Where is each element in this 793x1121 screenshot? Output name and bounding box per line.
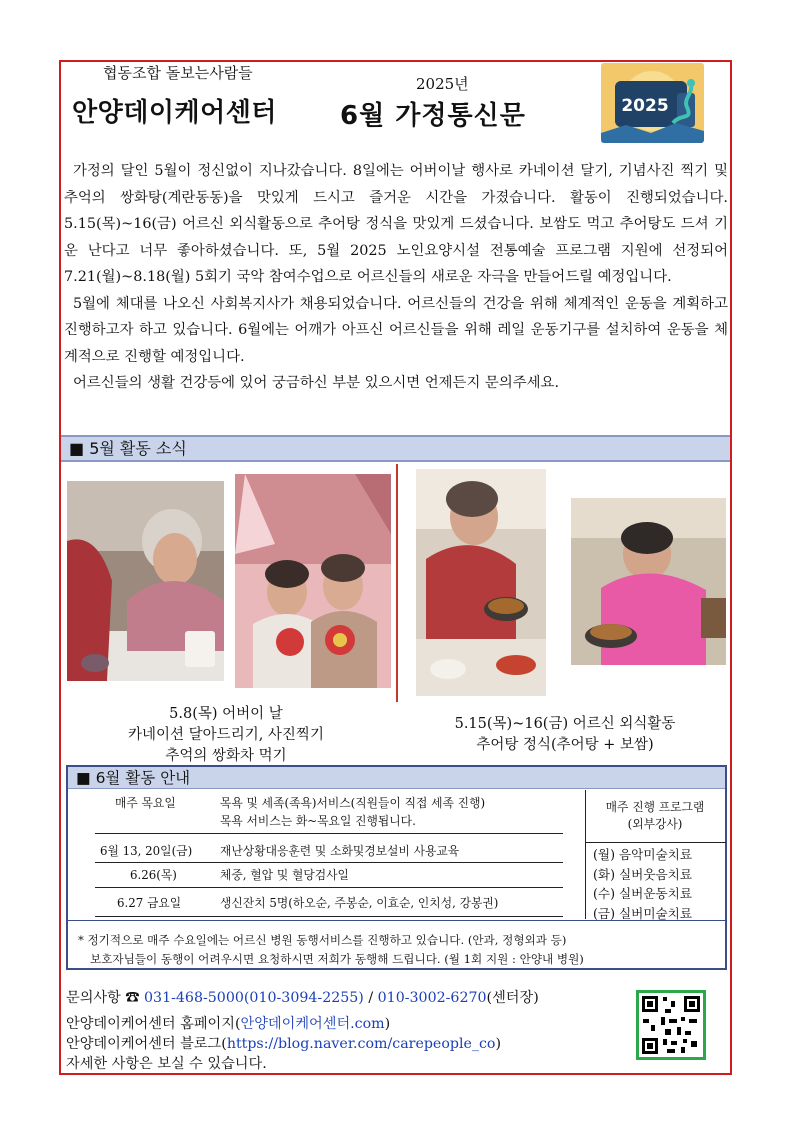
weekly-item-friday: (금) 실버미술치료 — [593, 905, 692, 921]
intro-paragraph-3: 어르신들의 생활 건강등에 있어 궁금하신 부분 있으시면 언제든지 문의주세요. — [73, 375, 560, 391]
plan-note-2: 보호자님들이 동행이 어려우시면 요청하시면 저희가 동행해 드립니다. (월 1회 지원 : 안양내 병원) — [90, 952, 584, 966]
june-plan-heading: ■ 6월 활동 안내 — [68, 767, 725, 789]
plan-divider-2 — [95, 862, 563, 863]
photo-tea-time — [67, 481, 224, 681]
photo-carnation-ladies — [235, 474, 391, 688]
homepage-line — [66, 1013, 390, 1033]
left-caption-line-3: 추억의 쌍화차 먹기 — [165, 748, 287, 764]
right-photo-caption — [420, 714, 710, 756]
center-name: 안양데이케어센터 — [72, 98, 277, 128]
contact-phone-director[interactable]: 010-3002-6270 — [377, 990, 487, 1006]
blog-link[interactable]: https://blog.naver.com/carepeople_co — [226, 1036, 496, 1052]
right-caption-line-2: 추어탕 정식(추어탕 + 보쌈) — [476, 737, 654, 753]
blog-prefix: 안양데이케어센터 블로그( — [66, 1036, 227, 1052]
plan-row-2-what: 재난상황대응훈련 및 소화및경보설비 사용교육 — [220, 844, 460, 858]
plan-divider-1 — [95, 833, 563, 834]
homepage-link[interactable]: 안양데이케어센터.com — [240, 1016, 385, 1032]
weekly-program-list-border — [585, 842, 586, 919]
weekly-title-line-2: (외부강사) — [627, 817, 683, 831]
may-news-heading: ■ 5월 활동 소식 — [61, 435, 730, 462]
qr-code[interactable] — [636, 990, 706, 1060]
homepage-suffix: ) — [384, 1016, 391, 1032]
photo-lunch-left — [416, 469, 546, 696]
plan-row-3-when: 6.26(목) — [130, 868, 177, 882]
organization-name: 협동조합 돌보는사람들 — [103, 64, 253, 82]
plan-row-4-what: 생신잔치 5명(하오순, 주봉순, 이효순, 인치성, 강봉권) — [220, 896, 499, 910]
blog-line — [66, 1033, 501, 1053]
left-caption-line-1: 5.8(목) 어버이 날 — [169, 706, 283, 722]
blog-suffix: ) — [495, 1036, 502, 1052]
plan-row-1-when: 매주 목요일 — [115, 796, 176, 810]
intro-paragraph-1: 가정의 달인 5월이 정신없이 지나갔습니다. 8일에는 어버이날 행사로 카네이션 달기, 기념사진 찍기 및 추억의 쌍화탕(계란동동)을 맛있게 드시고 즐거운 시간을 가졌습니다. 활동이 진행되었습니다. 5.15(목)~16(금) 어르신 외식활동으로 추어탕 정식을 맛있게 드셨습니다. 보쌈도 먹고 추어탕도 드셔 기운 난다고 너무 좋아하셨습니다. 또, 5월 2025 노인요양시설 전통예술 프로그램 지원에 선정되어 7.21(월)~8.18(월) 5회기 국악 참여수업으로 어르신들의 새로운 자극을 만들어드릴 예정입니다. — [64, 163, 728, 285]
plan-divider-4 — [95, 916, 563, 917]
weekly-item-monday: (월) 음악미술치료 — [593, 847, 692, 862]
weekly-item-tuesday: (화) 실버웃음치료 — [593, 866, 692, 882]
weekly-title-line-1: 매주 진행 프로그램 — [605, 800, 705, 814]
plan-row-4-when: 6.27 금요일 — [117, 896, 182, 910]
newsletter-year: 2025년 — [416, 75, 469, 93]
intro-text — [64, 158, 728, 397]
weekly-program-list — [593, 845, 692, 923]
plan-row-1-what-2: 목욕 서비스는 화~목요일 진행됩니다. — [220, 814, 416, 828]
plan-note-1: * 정기적으로 매주 수요일에는 어르신 병원 동행서비스를 진행하고 있습니다. (안과, 정형외과 등) — [78, 933, 567, 947]
homepage-prefix: 안양데이케어센터 홈페이지( — [66, 1016, 241, 1032]
plan-row-1-what-1: 목욕 및 세족(족욕)서비스(직원들이 직접 세족 진행) — [220, 796, 486, 810]
contact-phone-main[interactable]: 031-468-5000(010-3094-2255) — [144, 990, 364, 1006]
logo-year-text: 2025 — [621, 96, 669, 116]
newsletter-title: 6월 가정통신문 — [340, 101, 526, 131]
closing-text: 자세한 사항은 보실 수 있습니다. — [66, 1056, 267, 1072]
left-caption-line-2: 카네이션 달아드리기, 사진찍기 — [128, 727, 324, 743]
intro-paragraph-2: 5월에 체대를 나오신 사회복지사가 채용되었습니다. 어르신들의 건강을 위해 체계적인 운동을 계획하고 진행하고자 하고 있습니다. 6월에는 어깨가 아프신 어르신들을 위해 레일 운동기구를 설치하여 운동을 체계적으로 진행할 예정입니다. — [64, 295, 728, 365]
contact-director-suffix: (센터장) — [486, 990, 539, 1006]
plan-notes-divider — [68, 920, 725, 921]
contact-phone-line — [66, 987, 539, 1007]
right-caption-line-1: 5.15(목)~16(금) 어르신 외식활동 — [454, 716, 676, 732]
contact-label: 문의사항 ☎ — [66, 990, 145, 1006]
left-photo-caption — [86, 704, 366, 767]
plan-divider-3 — [95, 887, 563, 888]
year-2025-logo — [601, 63, 704, 143]
news-divider-line — [396, 464, 398, 702]
contact-separator: / — [363, 990, 378, 1006]
plan-row-3-what: 체중, 혈압 및 혈당검사일 — [220, 868, 349, 882]
photo-lunch-right — [571, 498, 726, 665]
plan-row-2-when: 6월 13, 20일(금) — [100, 844, 193, 858]
weekly-item-wednesday: (수) 실버운동치료 — [593, 886, 692, 901]
weekly-program-title — [585, 799, 725, 833]
